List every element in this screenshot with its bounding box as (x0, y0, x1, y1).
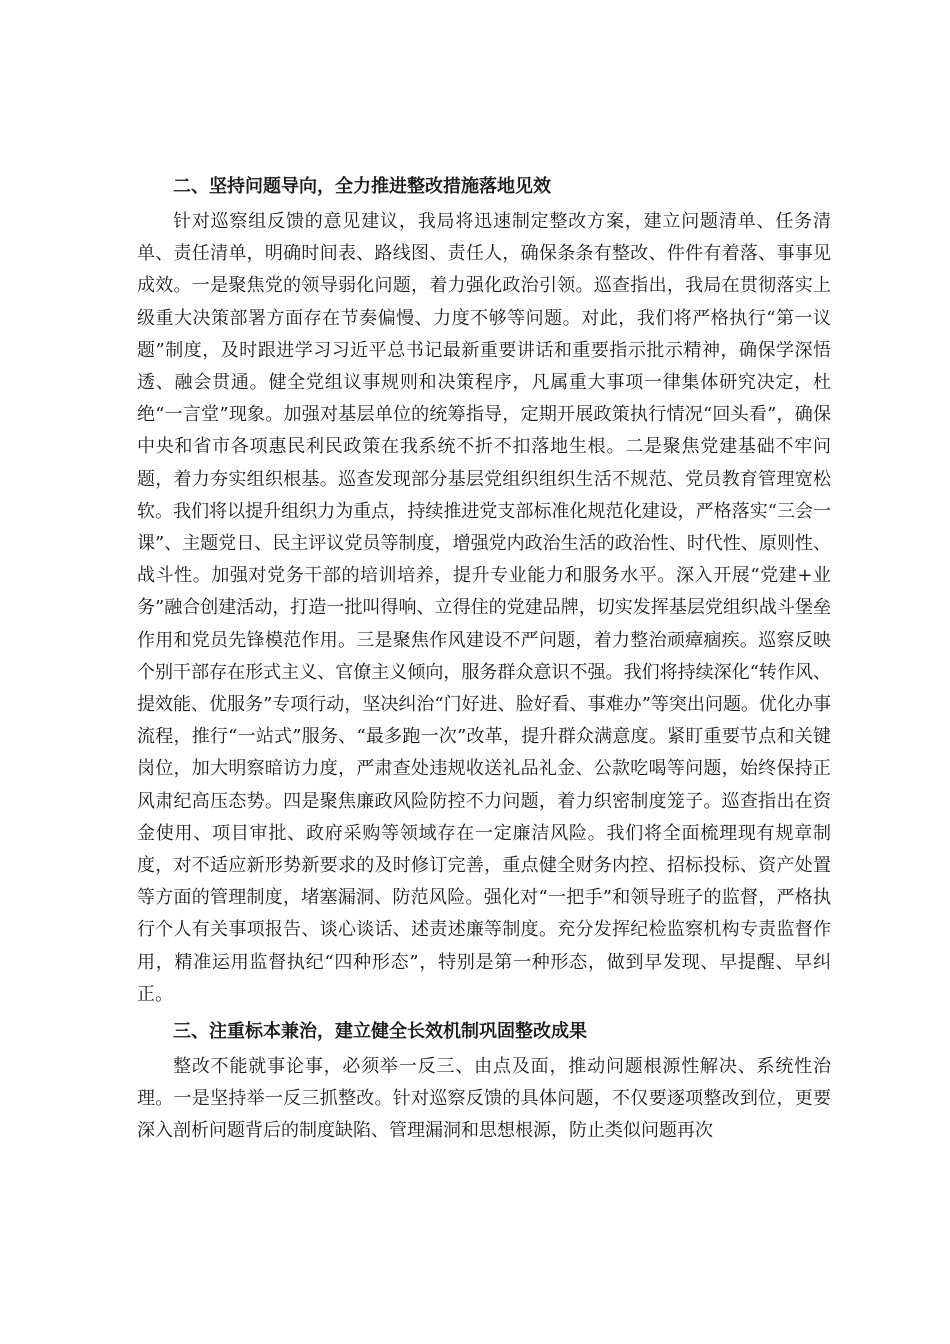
section-paragraph-3: 整改不能就事论事，必须举一反三、由点及面，推动问题根源性解决、系统性治理。一是坚持举一反三抓整改。针对巡察反馈的具体问题，不仅要逐项整改到位，更要深入剖析问题背后的制度缺陷、管理漏洞和思想根源，防止类似问题再次 (137, 1056, 831, 1142)
section-heading-2: 二、坚持问题导向，全力推进整改措施落地见效 (173, 176, 551, 197)
document-body (137, 172, 831, 1154)
section-paragraph-2: 针对巡察组反馈的意见建议，我局将迅速制定整改方案，建立问题清单、任务清单、责任清单，明确时间表、路线图、责任人，确保条条有整改、件件有着落、事事见成效。一是聚焦党的领导弱化问题，着力强化政治引领。巡查指出，我局在贯彻落实上级重大决策部署方面存在节奏偏慢、力度不够等问题。对此，我们将严格执行“第一议题”制度，及时跟进学习习近平总书记最新重要讲话和重要指示批示精神，确保学深悟透、融会贯通。健全党组议事规则和决策程序，凡属重大事项一律集体研究决定，杜绝“一言堂”现象。加强对基层单位的统筹指导，定期开展政策执行情况“回头看”，确保中央和省市各项惠民利民政策在我系统不折不扣落地生根。二是聚焦党建基础不牢问题，着力夯实组织根基。巡查发现部分基层党组织组织生活不规范、党员教育管理宽松软。我们将以提升组织力为重点，持续推进党支部标准化规范化建设，严格落实“三会一课”、主题党日、民主评议党员等制度，增强党内政治生活的政治性、时代性、原则性、战斗性。加强对党务干部的培训培养，提升专业能力和服务水平。深入开展“党建+业务”融合创建活动，打造一批叫得响、立得住的党建品牌，切实发挥基层党组织战斗堡垒作用和党员先锋模范作用。三是聚焦作风建设不严问题，着力整治顽瘴痼疾。巡察反映个别干部存在形式主义、官僚主义倾向，服务群众意识不强。我们将持续深化“转作风、提效能、优服务”专项行动，坚决纠治“门好进、脸好看、事难办”等突出问题。优化办事流程，推行“一站式”服务、“最多跑一次”改革，提升群众满意度。紧盯重要节点和关键岗位，加大明察暗访力度，严肃查处违规收送礼品礼金、公款吃喝等问题，始终保持正风肃纪高压态势。四是聚焦廉政风险防控不力问题，着力织密制度笼子。巡查指出在资金使用、项目审批、政府采购等领域存在一定廉洁风险。我们将全面梳理现有规章制度，对不适应新形势新要求的及时修订完善，重点健全财务内控、招标投标、资产处置等方面的管理制度，堵塞漏洞、防范风险。强化对“一把手”和领导班子的监督，严格执行个人有关事项报告、谈心谈话、述责述廉等制度。充分发挥纪检监察机构专责监督作用，精准运用监督执纪“四种形态”，特别是第一种形态，做到早发现、早提醒、早纠正。 (137, 211, 831, 1005)
section-heading-3: 三、注重标本兼治，建立健全长效机制巩固整改成果 (173, 1021, 587, 1043)
